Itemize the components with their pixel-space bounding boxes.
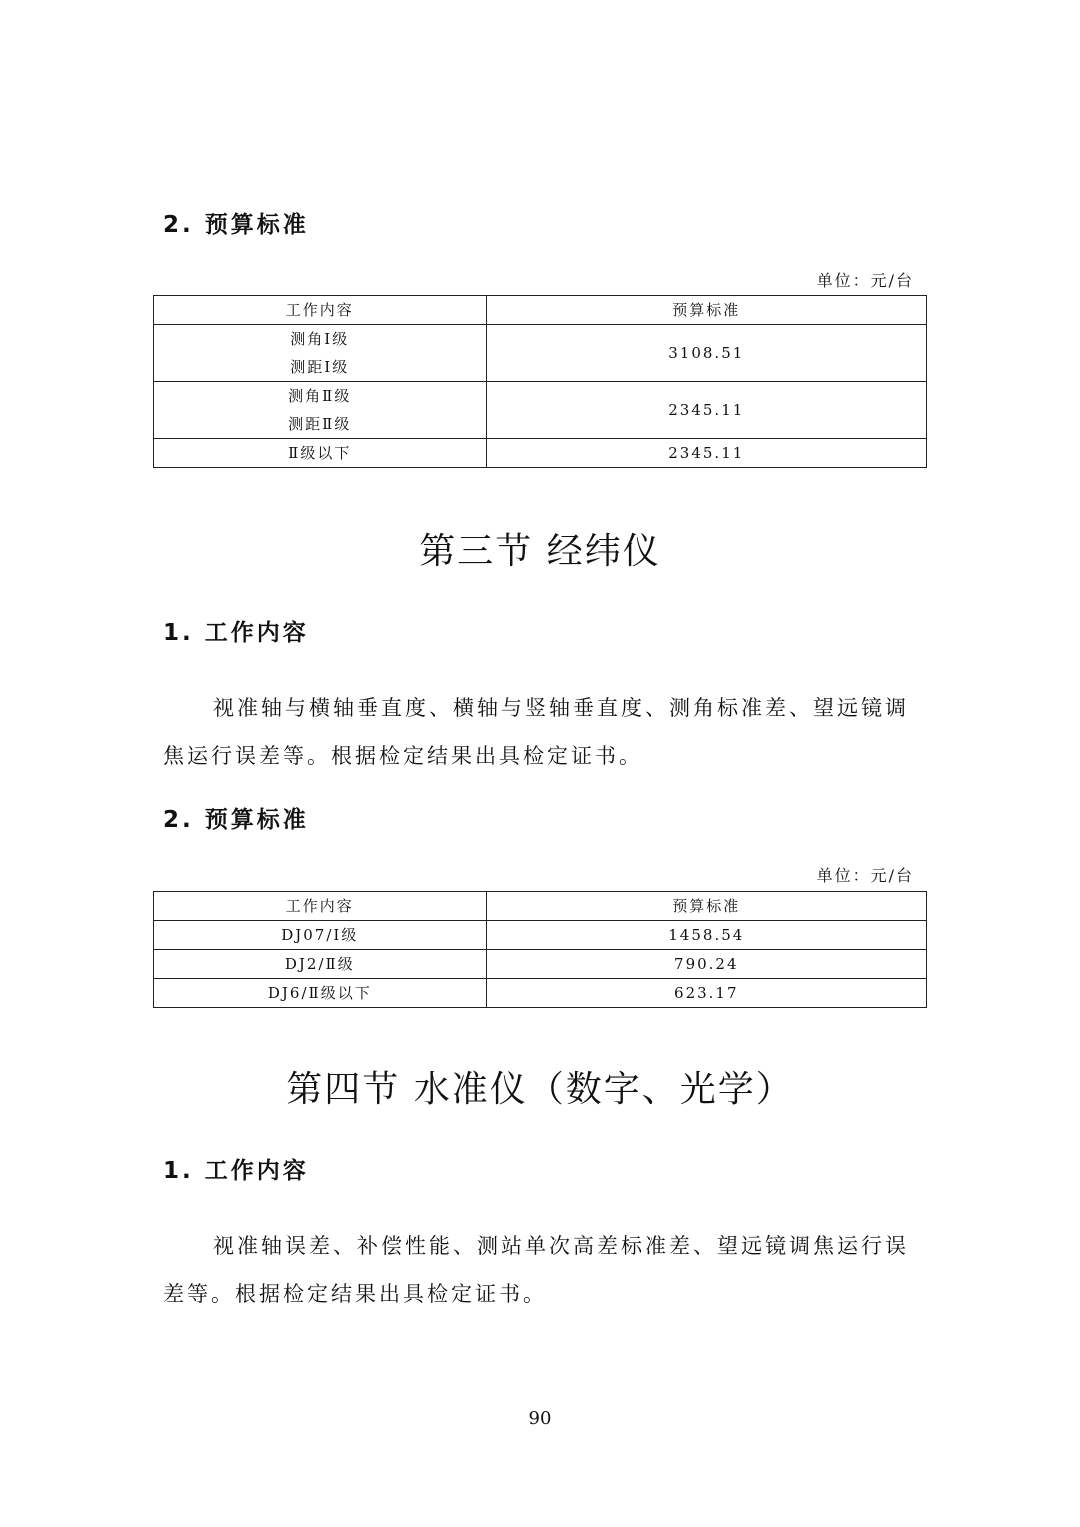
row-value: 3108.51 [486,325,926,382]
budget-table [153,891,927,1008]
section-title: 第四节 水准仪（数字、光学） [286,1069,794,1110]
row-content [154,382,487,439]
row-content: DJ07/Ⅰ级 [154,921,487,950]
header-work-content: 工作内容 [154,296,487,325]
table-row [154,439,927,468]
page-number: 90 [528,1408,552,1429]
table-header-row [154,296,927,325]
row-content: DJ6/Ⅱ级以下 [154,979,487,1008]
table-row [154,921,927,950]
unit-label: 单位：元/台 [816,866,914,885]
table-header-row [154,892,927,921]
table-row [154,382,927,439]
work-content-paragraph: 视准轴误差、补偿性能、测站单次高差标准差、望远镜调焦运行误差等。根据检定结果出具检定证书。 [163,1234,909,1306]
row-value: 1458.54 [486,921,926,950]
work-content-heading: 1. 工作内容 [163,620,309,646]
section-title: 第三节 经纬仪 [419,531,661,572]
header-budget-standard: 预算标准 [486,296,926,325]
row-content-line: 测角Ⅰ级 [290,330,350,348]
row-value: 2345.11 [486,439,926,468]
table-row [154,325,927,382]
budget-heading: 2. 预算标准 [163,807,309,833]
work-content-heading: 1. 工作内容 [163,1158,309,1184]
budget-table [153,295,927,468]
row-content: Ⅱ级以下 [154,439,487,468]
row-value: 2345.11 [486,382,926,439]
row-content: DJ2/Ⅱ级 [154,950,487,979]
header-work-content: 工作内容 [154,892,487,921]
table-row [154,950,927,979]
row-content-line: 测距Ⅱ级 [288,415,352,433]
row-value: 623.17 [486,979,926,1008]
budget-heading: 2. 预算标准 [163,212,309,238]
row-value: 790.24 [486,950,926,979]
work-content-paragraph: 视准轴与横轴垂直度、横轴与竖轴垂直度、测角标准差、望远镜调焦运行误差等。根据检定结果出具检定证书。 [163,696,909,768]
row-content-line: 测距Ⅰ级 [290,358,350,376]
row-content [154,325,487,382]
table-row [154,979,927,1008]
unit-label: 单位：元/台 [816,271,914,290]
row-content-line: 测角Ⅱ级 [288,387,352,405]
header-budget-standard: 预算标准 [486,892,926,921]
